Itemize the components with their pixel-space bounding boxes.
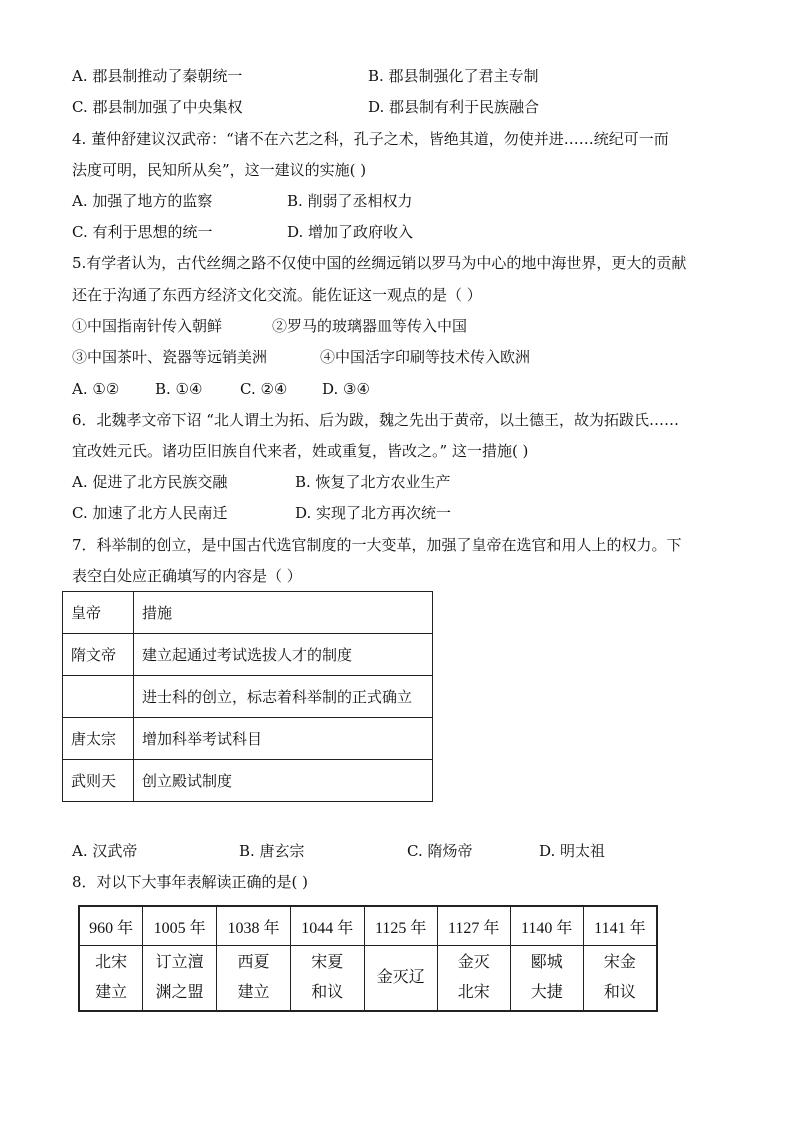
q4-option-d: D. 增加了政府收入 — [287, 223, 414, 241]
q6-option-a: A. 促进了北方民族交融 — [72, 473, 228, 491]
timeline-event: 北宋 建立 — [79, 946, 143, 1012]
table-header-row — [63, 592, 433, 634]
q4-option-a: A. 加强了地方的监察 — [72, 192, 213, 210]
timeline-year: 1127 年 — [437, 906, 510, 946]
table-row — [63, 760, 433, 802]
timeline-event: 宋金 和议 — [583, 946, 657, 1012]
timeline-event: 宋夏 和议 — [290, 946, 364, 1012]
q7-option-c: C. 隋炀帝 — [407, 842, 473, 860]
table-row — [63, 718, 433, 760]
table-row — [63, 676, 433, 718]
table-cell: 创立殿试制度 — [134, 760, 433, 802]
q5-stem-line1: 5.有学者认为，古代丝绸之路不仅使中国的丝绸远销以罗马为中心的地中海世界，更大的贡献 — [72, 254, 687, 272]
q5-stem-line2: 还在于沟通了东西方经济文化交流。能佐证这一观点的是（ ） — [72, 286, 482, 304]
timeline-event: 西夏 建立 — [217, 946, 291, 1012]
q4-stem-line1: 4. 董仲舒建议汉武帝：“诸不在六艺之科，孔子之术，皆绝其道，勿使并进……统纪可一而 — [72, 130, 669, 148]
timeline-event: 订立澶 渊之盟 — [143, 946, 217, 1012]
timeline-year: 1038 年 — [217, 906, 291, 946]
table-cell: 皇帝 — [63, 592, 134, 634]
table-cell: 增加科举考试科目 — [134, 718, 433, 760]
q7-option-b: B. 唐玄宗 — [239, 842, 305, 860]
q6-option-c: C. 加速了北方人民南迁 — [72, 504, 228, 522]
q3-option-d: D. 郡县制有利于民族融合 — [368, 98, 540, 116]
q5-item-1: ①中国指南针传入朝鲜 — [72, 317, 223, 335]
q6-stem-line2: 宜改姓元氏。诸功臣旧族自代来者，姓或重复，皆改之。” 这一措施( ) — [72, 442, 529, 460]
q5-item-3: ③中国茶叶、瓷器等远销美洲 — [72, 348, 268, 366]
table-cell-blank — [63, 676, 134, 718]
q6-stem-line1: 6．北魏孝文帝下诏 “北人谓土为拓、后为跋，魏之先出于黄帝，以土德王，故为拓跋氏…… — [72, 411, 679, 429]
q7-table — [62, 591, 433, 802]
q4-option-b: B. 削弱了丞相权力 — [287, 192, 413, 210]
timeline-year: 1140 年 — [510, 906, 583, 946]
q8-stem: 8．对以下大事年表解读正确的是( ) — [72, 873, 309, 891]
timeline-year-row — [79, 906, 657, 946]
timeline-event: 郾城 大捷 — [510, 946, 583, 1012]
q3-option-b: B. 郡县制强化了君主专制 — [368, 67, 539, 85]
timeline-event: 金灭辽 — [364, 946, 437, 1012]
timeline-year: 960 年 — [79, 906, 143, 946]
q5-option-b: B. ①④ — [155, 380, 203, 398]
q5-option-c: C. ②④ — [240, 380, 288, 398]
q6-option-b: B. 恢复了北方农业生产 — [295, 473, 451, 491]
q4-option-c: C. 有利于思想的统一 — [72, 223, 213, 241]
q5-option-a: A. ①② — [72, 380, 120, 398]
timeline-year: 1125 年 — [364, 906, 437, 946]
q6-option-d: D. 实现了北方再次统一 — [295, 504, 452, 522]
q7-stem-line1: 7．科举制的创立，是中国古代选官制度的一大变革，加强了皇帝在选官和用人上的权力。下 — [72, 536, 682, 554]
table-cell: 武则天 — [63, 760, 134, 802]
q3-option-c: C. 郡县制加强了中央集权 — [72, 98, 243, 116]
timeline-year: 1044 年 — [290, 906, 364, 946]
q7-option-d: D. 明太祖 — [539, 842, 606, 860]
table-cell: 唐太宗 — [63, 718, 134, 760]
q5-option-d: D. ③④ — [322, 380, 370, 398]
timeline-year: 1141 年 — [583, 906, 657, 946]
table-cell: 措施 — [134, 592, 433, 634]
timeline-event: 金灭 北宋 — [437, 946, 510, 1012]
table-row — [63, 634, 433, 676]
timeline-year: 1005 年 — [143, 906, 217, 946]
q8-timeline-table — [78, 905, 658, 1012]
q5-item-4: ④中国活字印刷等技术传入欧洲 — [320, 348, 531, 366]
q7-stem-line2: 表空白处应正确填写的内容是（ ） — [72, 567, 302, 585]
q3-option-a: A. 郡县制推动了秦朝统一 — [72, 67, 243, 85]
timeline-event-row — [79, 946, 657, 1012]
q5-item-2: ②罗马的玻璃器皿等传入中国 — [272, 317, 468, 335]
q4-stem-line2: 法度可明，民知所从矣”，这一建议的实施( ) — [72, 161, 367, 179]
table-cell: 进士科的创立，标志着科举制的正式确立 — [134, 676, 433, 718]
table-cell: 隋文帝 — [63, 634, 134, 676]
table-cell: 建立起通过考试选拔人才的制度 — [134, 634, 433, 676]
q7-option-a: A. 汉武帝 — [72, 842, 138, 860]
